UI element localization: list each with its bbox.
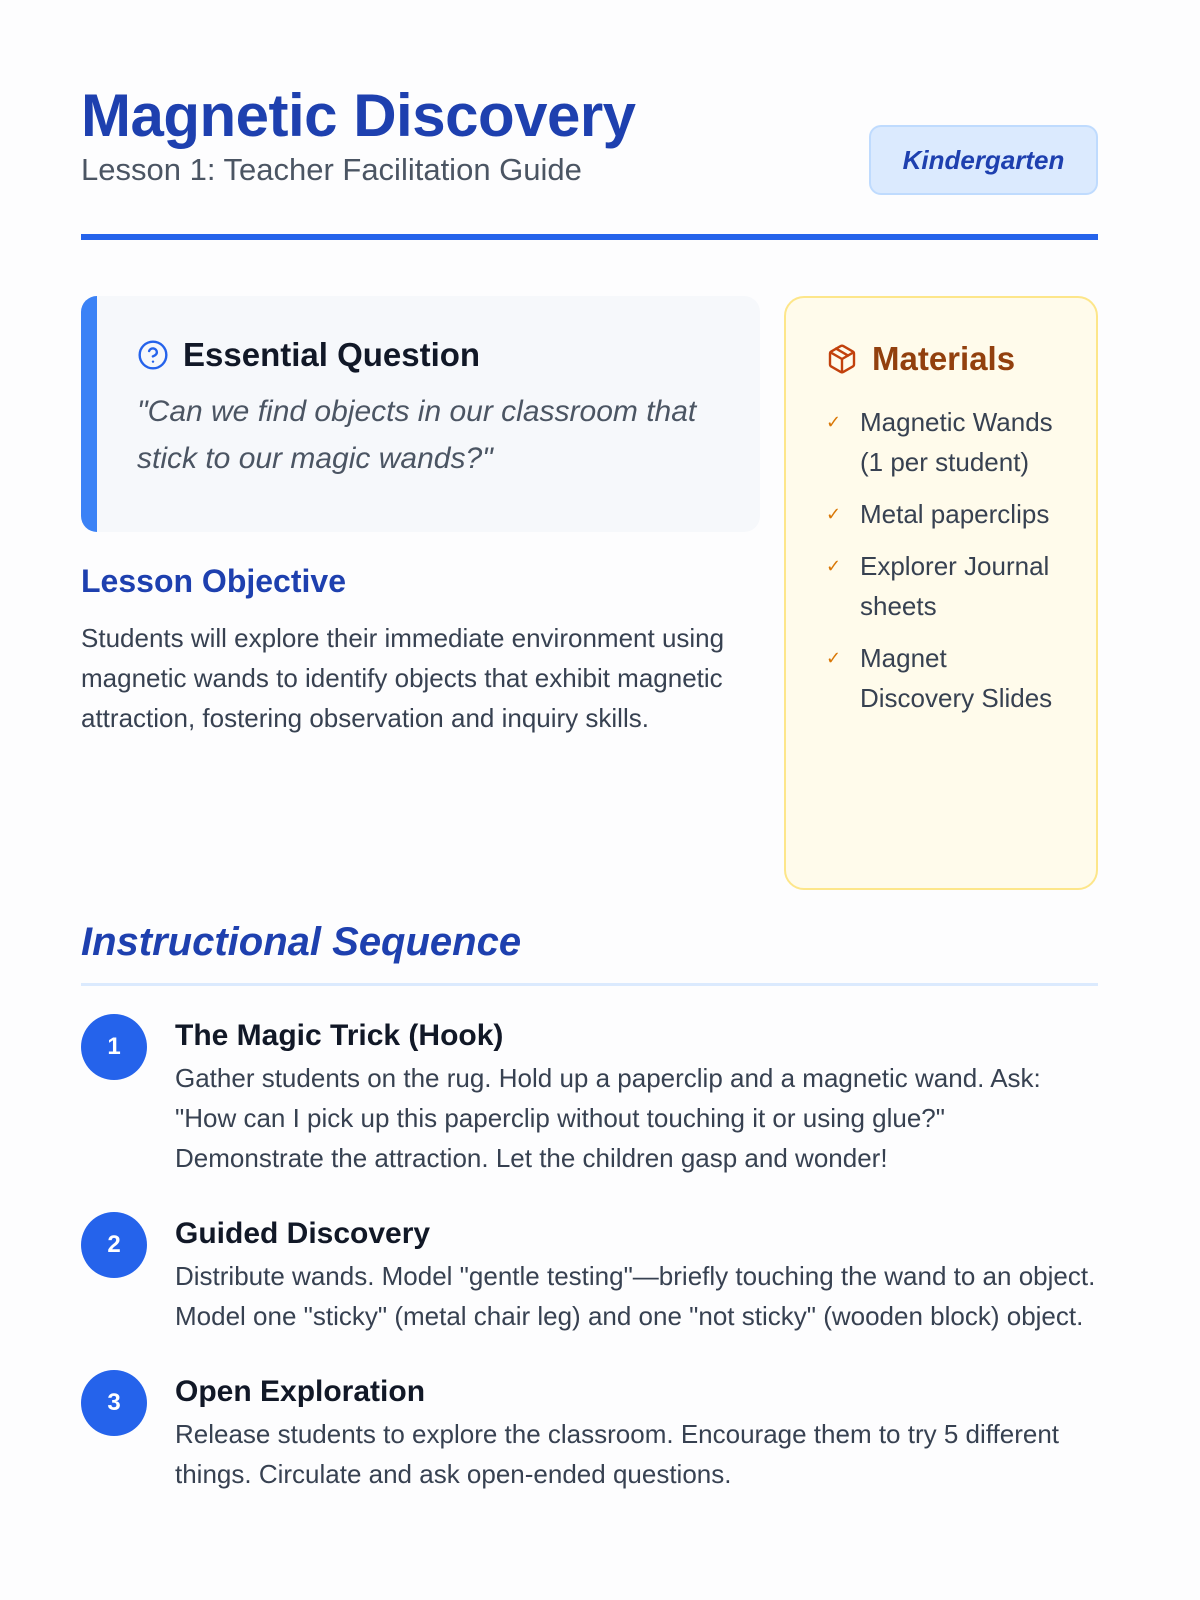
essential-question-card: [81, 296, 760, 532]
step-text: Gather students on the rug. Hold up a paperclip and a magnetic wand. Ask: "How can I pick up this paperclip without touching it or using glue?" Demonstrate the attraction. Let the children gasp and wonder!: [175, 1063, 1041, 1173]
overview-section: [81, 240, 1098, 920]
essential-question-text: "Can we find objects in our classroom that stick to our magic wands?": [137, 395, 697, 475]
step-item: [81, 1374, 1098, 1494]
steps-list: [81, 1018, 1098, 1494]
step-title: Open Exploration: [175, 1375, 426, 1408]
check-icon: ✓: [826, 648, 842, 668]
page-subtitle: Lesson 1: Teacher Facilitation Guide: [81, 152, 582, 187]
instructional-sequence: [81, 920, 1098, 1494]
materials-item: [826, 638, 1066, 718]
step-title: The Magic Trick (Hook): [175, 1019, 504, 1052]
materials-header: [826, 340, 1066, 378]
step-item: [81, 1018, 1098, 1178]
check-icon: ✓: [826, 504, 842, 524]
materials-item-label: Metal paperclips: [860, 499, 1050, 529]
materials-item-label: Explorer Journal sheets: [860, 551, 1050, 621]
materials-item-label: Magnet Discovery Slides: [860, 643, 1053, 713]
step-number-badge: 1: [81, 1014, 147, 1080]
step-title: Guided Discovery: [175, 1217, 431, 1250]
check-icon: ✓: [826, 412, 842, 432]
materials-item-label: Magnetic Wands (1 per student): [860, 407, 1053, 477]
step-number-badge: 3: [81, 1370, 147, 1436]
step-number-badge: 2: [81, 1212, 147, 1278]
materials-card: [784, 296, 1098, 890]
step-text: Release students to explore the classroom. Encourage them to try 5 different things. Circulate and ask open-ended questions.: [175, 1419, 1059, 1489]
grade-badge: Kindergarten: [869, 125, 1098, 195]
question-circle-icon: [137, 339, 169, 371]
page-title: Magnetic Discovery: [81, 82, 636, 149]
step-text: Distribute wands. Model "gentle testing"—briefly touching the wand to an object. Model one "sticky" (metal chair leg) and one "not sticky" (wooden block) object.: [175, 1261, 1096, 1331]
materials-list: [826, 402, 1066, 718]
step-item: [81, 1216, 1098, 1336]
essential-question-header: [137, 336, 720, 374]
check-icon: ✓: [826, 556, 842, 576]
materials-heading: Materials: [872, 340, 1016, 377]
page-header: [81, 0, 1098, 240]
objective-text: Students will explore their immediate environment using magnetic wands to identify objects that exhibit magnetic attraction, fostering observation and inquiry skills.: [81, 623, 725, 733]
sequence-heading: Instructional Sequence: [81, 920, 1098, 986]
materials-item: [826, 546, 1066, 626]
materials-item: [826, 402, 1066, 482]
box-icon: [826, 343, 858, 375]
essential-question-heading: Essential Question: [183, 336, 481, 373]
objective-heading: Lesson Objective: [81, 563, 346, 599]
materials-item: [826, 494, 1066, 534]
